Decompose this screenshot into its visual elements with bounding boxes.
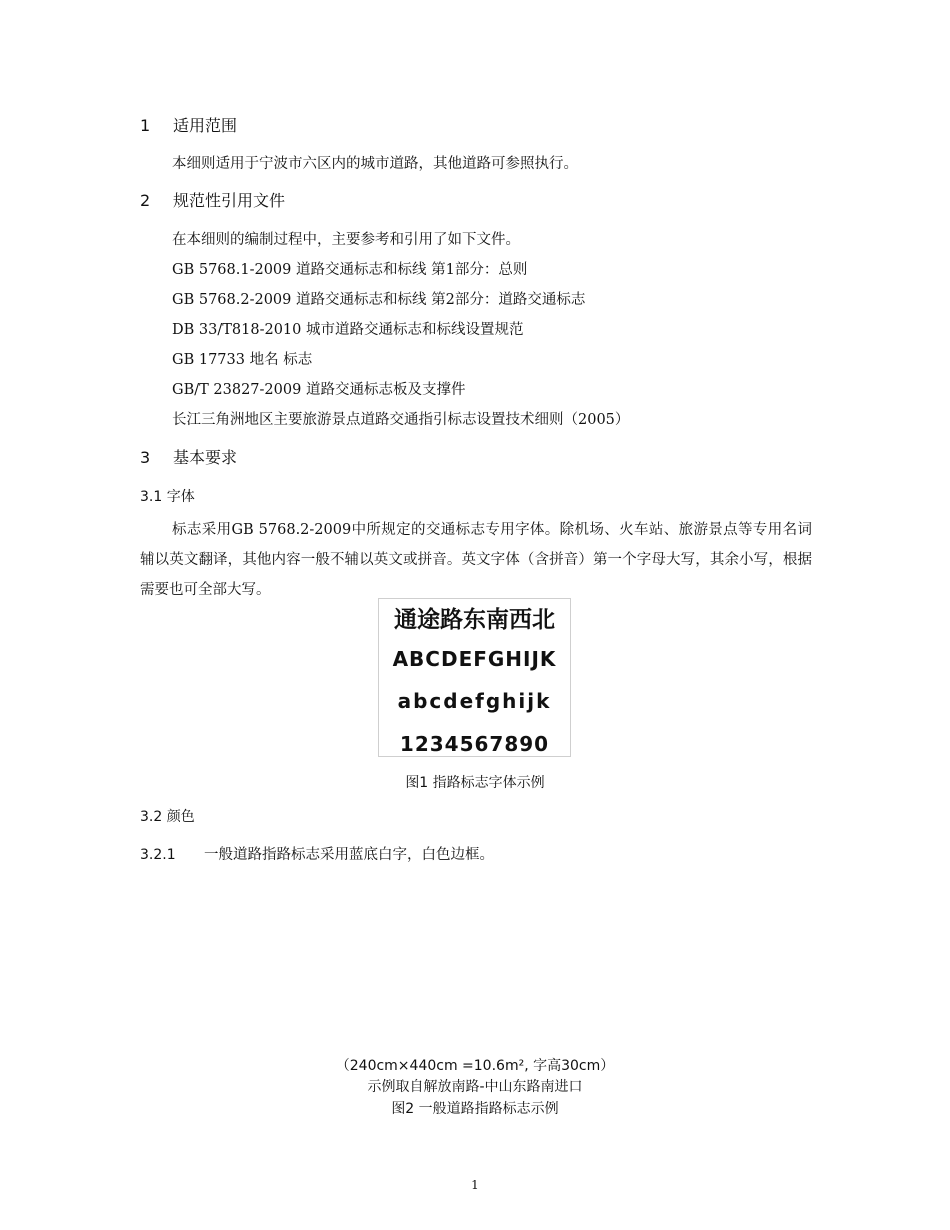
reference-item: GB 5768.1-2009 道路交通标志和标线 第1部分：总则 bbox=[172, 262, 528, 278]
reference-item: GB/T 23827-2009 道路交通标志板及支撑件 bbox=[172, 382, 466, 398]
heading-number: 2 bbox=[140, 191, 151, 210]
figure-2-source: 示例取自解放南路-中山东路南进口 bbox=[367, 1079, 583, 1095]
reference-item: GB 17733 地名 标志 bbox=[172, 352, 313, 368]
figure-2-dimensions: （240cm×440cm =10.6m², 字高30cm） bbox=[335, 1058, 615, 1074]
reference-item: DB 33/T818-2010 城市道路交通标志和标线设置规范 bbox=[172, 322, 524, 338]
font-sample-figure bbox=[378, 598, 571, 757]
heading-title: 基本要求 bbox=[173, 448, 238, 467]
clause-text: 一般道路指路标志采用蓝底白字，白色边框。 bbox=[204, 847, 494, 863]
paragraph-fonts bbox=[140, 515, 812, 605]
subheading-title: 字体 bbox=[166, 489, 195, 505]
heading-2 bbox=[140, 188, 285, 211]
clause-3-2-1 bbox=[140, 843, 494, 864]
heading-1 bbox=[140, 113, 237, 136]
subheading-3-2 bbox=[140, 806, 195, 826]
subheading-title: 颜色 bbox=[166, 809, 195, 825]
figure-2-caption: 图2 一般道路指路标志示例 bbox=[391, 1101, 559, 1117]
font-sample-uppercase: ABCDEFGHIJK bbox=[392, 647, 557, 671]
heading-title: 适用范围 bbox=[173, 116, 238, 135]
font-sample-chinese: 通途路东南西北 bbox=[394, 607, 555, 633]
font-sample-digits: 1234567890 bbox=[399, 732, 550, 756]
reference-item: 长江三角洲地区主要旅游景点道路交通指引标志设置技术细则（2005） bbox=[172, 412, 630, 428]
figure-1-caption: 图1 指路标志字体示例 bbox=[405, 775, 545, 791]
heading-title: 规范性引用文件 bbox=[173, 191, 286, 210]
subheading-number: 3.1 bbox=[140, 489, 163, 505]
paragraph: 在本细则的编制过程中，主要参考和引用了如下文件。 bbox=[172, 232, 520, 248]
paragraph: 本细则适用于宁波市六区内的城市道路，其他道路可参照执行。 bbox=[172, 156, 578, 172]
heading-3 bbox=[140, 445, 237, 468]
clause-number: 3.2.1 bbox=[140, 847, 176, 863]
subheading-number: 3.2 bbox=[140, 809, 163, 825]
reference-item: GB 5768.2-2009 道路交通标志和标线 第2部分：道路交通标志 bbox=[172, 292, 586, 308]
subheading-3-1 bbox=[140, 486, 195, 506]
font-sample-lowercase: abcdefghijk bbox=[397, 689, 552, 713]
heading-number: 3 bbox=[140, 448, 151, 467]
heading-number: 1 bbox=[140, 116, 151, 135]
paragraph-text: 标志采用GB 5768.2-2009中所规定的交通标志专用字体。除机场、火车站、旅游景点等专用名词辅以英文翻译，其他内容一般不辅以英文或拼音。英文字体（含拼音）第一个字母大写，其余小写，根据需要也可全部大写。 bbox=[140, 522, 812, 598]
page-number: 1 bbox=[471, 1178, 479, 1192]
